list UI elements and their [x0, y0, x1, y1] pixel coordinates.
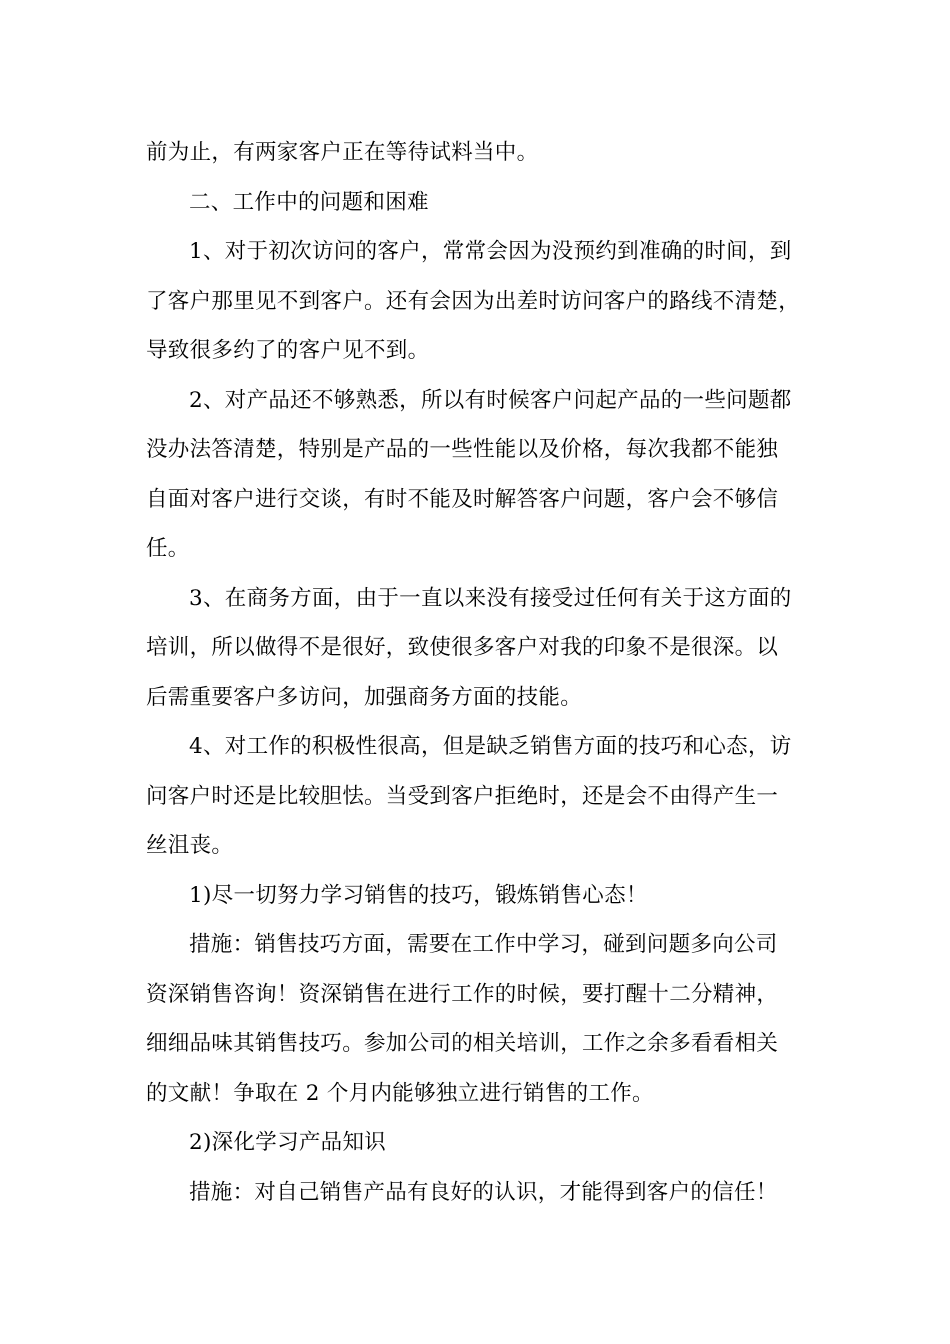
text-line: 自面对客户进行交谈，有时不能及时解答客户问题，客户会不够信 — [146, 486, 779, 512]
text-line: 了客户那里见不到客户。还有会因为出差时访问客户的路线不清楚， — [146, 288, 801, 314]
text-line: 后需重要客户多访问，加强商务方面的技能。 — [146, 684, 583, 710]
text-line: 细细品味其销售技巧。参加公司的相关培训，工作之余多看看相关 — [146, 1031, 779, 1056]
text-line: 前为止，有两家客户正在等待试料当中。 — [146, 140, 539, 165]
text-line: 2、对产品还不够熟悉，所以有时候客户问起产品的一些问题都 — [189, 387, 792, 413]
text-line: 1、对于初次访问的客户，常常会因为没预约到准确的时间，到 — [189, 239, 792, 264]
document-body — [146, 128, 810, 1217]
text-line: 1)尽一切努力学习销售的技巧，锻炼销售心态！ — [189, 882, 648, 908]
text-line: 二、工作中的问题和困难 — [189, 189, 429, 215]
text-line: 丝沮丧。 — [146, 833, 234, 858]
text-line: 问客户时还是比较胆怯。当受到客户拒绝时，还是会不由得产生一 — [146, 783, 779, 809]
text-line: 的文献！争取在 2 个月内能够独立进行销售的工作。 — [146, 1080, 654, 1106]
text-line: 培训，所以做得不是很好，致使很多客户对我的印象不是很深。以 — [146, 635, 779, 660]
text-line: 导致很多约了的客户见不到。 — [146, 338, 430, 363]
text-line: 任。 — [146, 536, 190, 561]
text-line: 措施：销售技巧方面，需要在工作中学习，碰到问题多向公司 — [189, 932, 778, 957]
text-line: 4、对工作的积极性很高，但是缺乏销售方面的技巧和心态，访 — [189, 734, 792, 759]
text-line: 3、在商务方面，由于一直以来没有接受过任何有关于这方面的 — [189, 585, 792, 611]
text-line: 没办法答清楚，特别是产品的一些性能以及价格，每次我都不能独 — [146, 437, 779, 462]
text-line: 措施：对自己销售产品有良好的认识，才能得到客户的信任！ — [189, 1179, 778, 1205]
text-line: 资深销售咨询！资深销售在进行工作的时候，要打醒十二分精神， — [146, 981, 779, 1007]
text-line: 2)深化学习产品知识 — [189, 1130, 387, 1155]
